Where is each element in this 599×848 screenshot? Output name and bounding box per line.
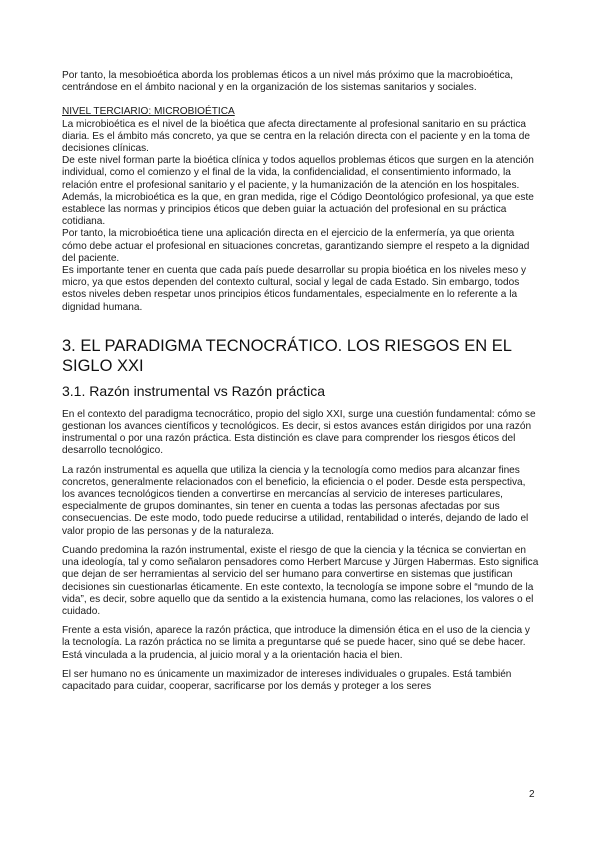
section-3-1-heading: 3.1. Razón instrumental vs Razón práctica <box>62 382 326 399</box>
intro-paragraph: Por tanto, la mesobioética aborda los problemas éticos a un nivel más próximo que la macrobioética, centrándose en el ámbito nacional y en la organización de los sistemas sanitarios y sociales. <box>62 70 514 94</box>
tertiary-paragraph-3: Además, la microbioética es la que, en gran medida, rige el Código Deontológico profesional, ya que este establece las normas y principios éticos que deben guiar la actuación del profesional en su práctica cotidiana. <box>62 191 534 228</box>
section-3-paragraph-2: La razón instrumental es aquella que utiliza la ciencia y la tecnología como medios para alcanzar fines concretos, generalmente relacionados con el beneficio, la eficiencia o el poder. Desde esta perspectiva, los avances tecnológicos tienden a convertirse en mercancías al servicio de intereses particulares, especialmente de grupos dominantes, sin tener en cuenta a todas las personas afectadas por sus consecuencias. De este modo, todo puede reducirse a utilidad, rentabilidad o interés, dejando de lado el valor propio de las personas y de la naturaleza. <box>62 464 529 537</box>
section-3-paragraph-3: Cuando predomina la razón instrumental, existe el riesgo de que la ciencia y la técnica se conviertan en una ideología, tal y como señalaron pensadores como Herbert Marcuse y Jürgen Habermas. Esto significa que dejan de ser herramientas al servicio del ser humano para convertirse en sistemas que justifican decisiones sin cuestionarlas éticamente. En este contexto, la tecnología se impone sobre el “mundo de la vida”, es decir, sobre aquello que da sentido a la existencia humana, como las relaciones, los valores o el cuidado. <box>62 544 539 617</box>
section-3-paragraph-1: En el contexto del paradigma tecnocrático, propio del siglo XXI, surge una cuestión fundamental: cómo se gestionan los avances científicos y tecnológicos. Es decir, si estos avances están dirigidos por una razón instrumental o por una razón práctica. Esta distinción es clave para comprender los riesgos éticos del desarrollo tecnológico. <box>62 408 536 457</box>
section-3-heading: 3. EL PARADIGMA TECNOCRÁTICO. LOS RIESGOS EN EL SIGLO XXI <box>62 336 512 375</box>
tertiary-paragraph-1: La microbioética es el nivel de la bioética que afecta directamente al profesional sanitario en su práctica diaria. Es el ámbito más concreto, ya que se centra en la relación directa con el paciente y en la toma de decisiones clínicas. <box>62 118 530 155</box>
page-number: 2 <box>529 789 535 800</box>
tertiary-paragraph-2: De este nivel forman parte la bioética clínica y todos aquellos problemas éticos que surgen en la atención individual, como el comienzo y el final de la vida, la confidencialidad, el consentimiento informado, la relación entre el profesional sanitario y el paciente, y la humanización de la atención en los hospitales. <box>62 155 534 191</box>
section-3-paragraph-4: Frente a esta visión, aparece la razón práctica, que introduce la dimensión ética en el uso de la ciencia y la tecnología. La razón práctica no se limita a preguntarse qué se puede hacer, sino qué se debe hacer. Está vinculada a la prudencia, al juicio moral y a la orientación hacia el bien. <box>62 625 530 661</box>
section-heading-microbioetica: NIVEL TERCIARIO: MICROBIOÉTICA <box>62 106 235 118</box>
tertiary-paragraph-5: Es importante tener en cuenta que cada país puede desarrollar su propia bioética en los niveles meso y micro, ya que estos dependen del contexto cultural, social y legal de cada Estado. Sin embargo, todos estos niveles deben respetar unos principios éticos fundamentales, especialmente en lo referente a la dignidad humana. <box>62 265 527 313</box>
document-page <box>62 70 540 693</box>
section-3-paragraph-5: El ser humano no es únicamente un maximizador de intereses individuales o grupales. Está también capacitado para cuidar, cooperar, sacrificarse por los demás y proteger a los seres <box>62 668 512 692</box>
tertiary-paragraph-4: Por tanto, la microbioética tiene una aplicación directa en el ejercicio de la enfermería, ya que orienta cómo debe actuar el profesional en situaciones concretas, garantizando siempre el respeto a la dignidad del paciente. <box>62 228 530 264</box>
